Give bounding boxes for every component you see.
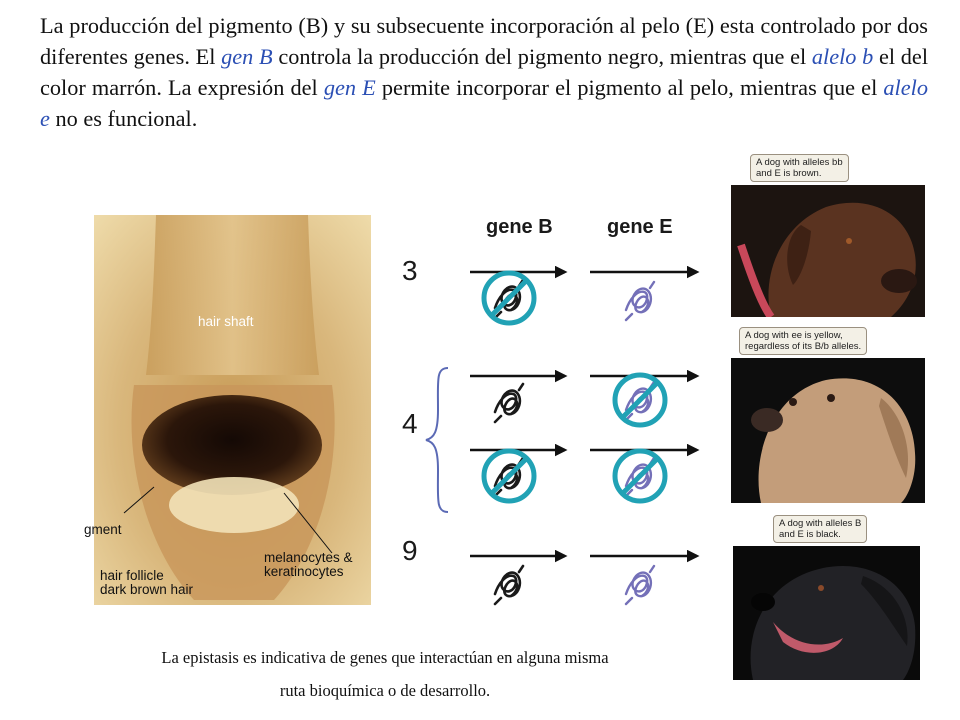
black-dog-callout (773, 515, 867, 543)
pigment-label: gment (84, 522, 122, 537)
blocked-icon (484, 451, 534, 501)
gene-b-header: gene B (486, 216, 553, 238)
hair-follicle-illustration (94, 215, 371, 605)
gen-e-term: gen E (323, 75, 376, 100)
melanocytes-line2: keratinocytes (264, 564, 344, 579)
hair-follicle-image (84, 215, 371, 605)
callout-line: A dog with alleles bb (756, 157, 843, 168)
callout-line: regardless of its B/b alleles. (745, 341, 862, 352)
paragraph-text: el del color marrón. La expresión del (40, 44, 929, 100)
gene-e-header: gene E (607, 216, 673, 238)
group-bracket (426, 368, 448, 512)
gene-pathway-diagram (420, 250, 720, 620)
blocked-icon (484, 273, 534, 323)
alelo-e-term: alelo e (40, 75, 928, 131)
gene-b-product-scribble (495, 566, 523, 604)
paragraph-text: controla la producción del pigmento negro, mientras que el (272, 44, 812, 69)
paragraph-text: permite incorporar el pigmento al pelo, mientras que el (375, 75, 884, 100)
alelo-b-term: alelo b (811, 44, 874, 69)
hair-shaft-label: hair shaft (198, 314, 254, 329)
ratio-3: 3 (402, 255, 418, 286)
callout-line: A dog with alleles B (779, 518, 862, 529)
paragraph-text: no es funcional. (49, 106, 198, 131)
caption-line-1: La epistasis es indicativa de genes que interactúan en alguna misma (161, 648, 609, 667)
gene-e-product-scribble (626, 282, 654, 320)
ratio-4: 4 (402, 408, 418, 439)
yellow-dog-callout (739, 327, 867, 355)
melanocytes-label (264, 551, 353, 579)
ratio-9: 9 (402, 535, 418, 566)
callout-line: and E is black. (779, 529, 841, 540)
hair-follicle-line1: hair follicle (100, 568, 164, 583)
yellow-dog-photo (731, 358, 925, 503)
gene-e-product-scribble (626, 566, 654, 604)
brown-dog-photo (731, 185, 925, 317)
blocked-icon (615, 375, 665, 425)
paragraph-text: La producción del pigmento (B) y su subsecuente incorporación al pelo (E) esta controlado por dos diferentes genes. El (40, 13, 928, 69)
callout-line: A dog with ee is yellow, (745, 330, 843, 341)
brown-dog-callout (750, 154, 849, 182)
caption-line-2: ruta bioquímica o de desarrollo. (279, 681, 491, 700)
black-dog-photo (733, 546, 920, 680)
intro-paragraph (40, 10, 928, 134)
hair-follicle-line2: dark brown hair (100, 582, 194, 597)
melanocytes-line1: melanocytes & (264, 550, 353, 565)
hair-follicle-label (100, 569, 193, 597)
blocked-icon (615, 451, 665, 501)
gen-b-term: gen B (221, 44, 273, 69)
gene-b-product-scribble (495, 384, 523, 422)
callout-line: and E is brown. (756, 168, 822, 179)
